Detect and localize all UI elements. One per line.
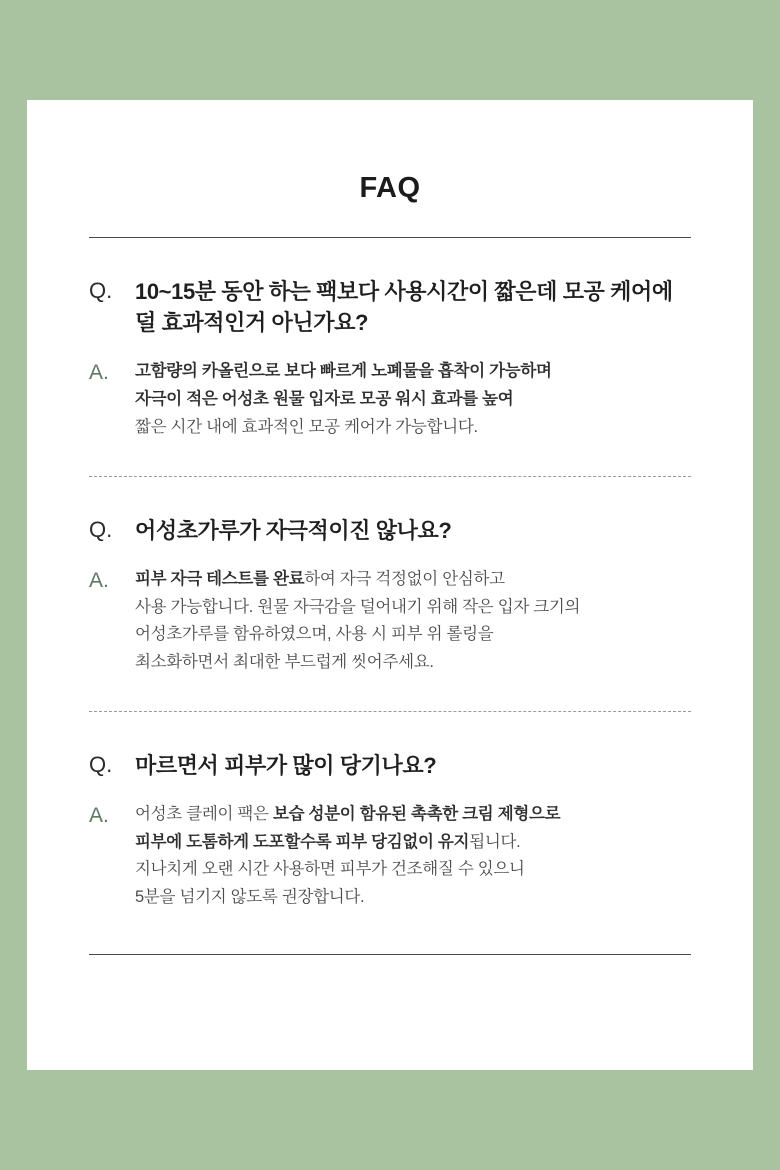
question-line: 10~15분 동안 하는 팩보다 사용시간이 짧은데 (135, 279, 557, 304)
answer-line: 사용 가능합니다. 원물 자극감을 덜어내기 위해 작은 입자 크기의 (135, 597, 581, 616)
question-marker: Q. (89, 516, 113, 542)
page-title: FAQ (359, 172, 421, 204)
answer-emphasis: 보습 성분이 함유된 촉촉한 크림 제형으로 (272, 804, 561, 823)
answer-marker: A. (89, 568, 109, 592)
faq-answer (89, 358, 691, 441)
answer-line (135, 801, 560, 829)
answer-rest: 하여 자극 걱정없이 안심하고 (304, 569, 505, 588)
question-text (135, 276, 691, 338)
divider-top (89, 237, 691, 238)
answer-line: 고함량의 카올린으로 보다 빠르게 노폐물을 흡착이 가능하며 (135, 362, 552, 381)
faq-item (27, 276, 753, 442)
divider-dashed (89, 476, 691, 477)
answer-line: 자극이 적은 어성초 원물 입자로 모공 워시 효과를 높여 (135, 390, 514, 409)
faq-list (27, 276, 753, 912)
question-marker: Q. (89, 751, 113, 777)
question-text (135, 515, 451, 546)
answer-marker: A. (89, 803, 109, 827)
answer-emphasis: 피부에 도톰하게 도포할수록 피부 당김없이 유지 (135, 832, 470, 851)
answer-text (135, 801, 560, 912)
divider-dashed (89, 711, 691, 712)
answer-emphasis: 피부 자극 테스트를 완료 (135, 569, 305, 588)
answer-line: 최소화하면서 최대한 부드럽게 씻어주세요. (135, 653, 434, 672)
answer-marker: A. (89, 361, 109, 385)
answer-text (135, 566, 580, 677)
faq-question (89, 276, 691, 338)
answer-rest: 어성초 클레이 팩은 (135, 804, 273, 823)
faq-answer (89, 801, 691, 912)
faq-item (27, 515, 753, 677)
answer-rest: 됩니다. (469, 832, 521, 851)
question-line: 마르면서 피부가 많이 당기나요? (135, 752, 437, 778)
faq-question (89, 750, 691, 781)
question-line: 모공 케어에 덜 효과적인거 아닌가요? (135, 279, 673, 336)
question-line: 어성초가루가 자극적이진 않나요? (135, 517, 452, 543)
answer-line: 어성초가루를 함유하였으며, 사용 시 피부 위 롤링을 (135, 625, 494, 644)
divider-bottom (89, 954, 691, 955)
faq-item (27, 750, 753, 912)
answer-line: 지나치게 오랜 시간 사용하면 피부가 건조해질 수 있으니 (135, 860, 525, 879)
faq-card (27, 100, 753, 1070)
answer-line: 5분을 넘기지 않도록 권장합니다. (135, 888, 365, 907)
question-marker: Q. (89, 278, 113, 303)
question-text (135, 750, 436, 781)
answer-text (135, 358, 552, 441)
answer-line: 짧은 시간 내에 효과적인 모공 케어가 가능합니다. (135, 417, 478, 436)
answer-line (135, 566, 580, 594)
faq-answer (89, 566, 691, 677)
answer-line (135, 829, 560, 857)
faq-question (89, 515, 691, 546)
